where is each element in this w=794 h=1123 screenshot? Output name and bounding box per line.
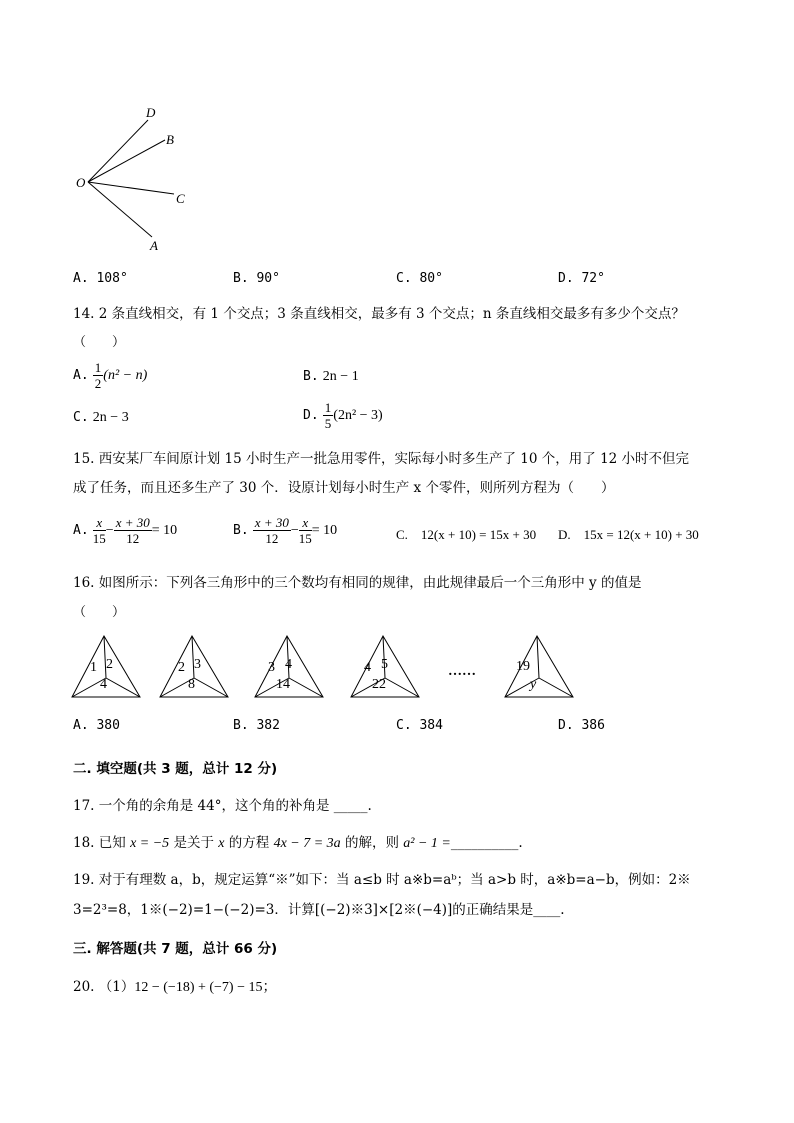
numerator: x + 30 (254, 515, 289, 530)
option-key: D. (558, 271, 574, 286)
q20-label: 20. （1） (73, 979, 135, 995)
option-key: D. (303, 408, 319, 423)
q13-option-b[interactable] (233, 271, 280, 286)
q16-option-b[interactable] (233, 718, 280, 733)
fraction (299, 515, 312, 546)
tri2-b: 3 (194, 657, 201, 672)
tri1-a: 1 (90, 660, 97, 675)
option-key: C. (73, 410, 89, 425)
option-key: A. (73, 368, 89, 383)
denominator: 2 (94, 376, 102, 391)
q18-ask: a² − 1 = (403, 836, 451, 851)
q15-stem-line1: 15. 西安某厂车间原计划 15 小时生产一批急用零件，实际每小时多生产了 10 个，用了 12 小时不但完 (73, 451, 690, 467)
label-c: C (176, 191, 185, 206)
q20-expression: 12 − (−18) + (−7) − 15； (134, 980, 277, 995)
q15-option-c[interactable]: C. 12(x + 10) = 15x + 30 (396, 527, 537, 542)
ray-oa (88, 182, 152, 237)
triangles-figure (68, 632, 578, 702)
q16-option-a[interactable] (73, 718, 120, 733)
numerator: 1 (324, 400, 332, 415)
q14-option-d[interactable] (303, 400, 383, 431)
tri1-b: 2 (106, 657, 113, 672)
numerator: 1 (94, 360, 102, 375)
q17: 17. 一个角的余角是 44°，这个角的补角是 _____. (73, 798, 372, 814)
option-key: C. (396, 718, 412, 733)
option-text: 80° (419, 271, 443, 286)
section-solution-title: 三. 解答题(共 7 题，总计 66 分) (73, 941, 278, 957)
tri4-a: 4 (364, 660, 371, 675)
denominator: 15 (298, 531, 312, 546)
operator: − (105, 523, 114, 538)
option-key: B. (233, 718, 249, 733)
expression: 2n − 1 (322, 369, 359, 384)
fraction (114, 515, 152, 546)
tri3-c: 14 (276, 677, 290, 692)
q14-option-a[interactable] (73, 360, 147, 391)
q15-stem-line2: 成了任务，而且还多生产了 30 个．设原计划每小时生产 x 个零件，则所列方程为（ ） (73, 480, 615, 496)
rhs: = 10 (151, 523, 178, 538)
q18-post: 的解，则 (340, 835, 404, 851)
q18 (73, 831, 523, 852)
ray-ob (88, 140, 165, 182)
label-b: B (166, 132, 174, 147)
tri2-c: 8 (188, 677, 195, 692)
denominator: 12 (126, 531, 140, 546)
option-text: 72° (581, 271, 605, 286)
ray-od (88, 120, 148, 182)
numerator: x + 30 (115, 515, 150, 530)
option-key: A. (73, 523, 89, 538)
numerator: x (299, 515, 312, 531)
q16-stem: 16. 如图所示：下列各三角形中的三个数均有相同的规律，由此规律最后一个三角形中 y 的值是 (73, 575, 642, 591)
tri1-c: 4 (100, 677, 107, 692)
fraction (253, 515, 291, 546)
fraction (93, 515, 106, 546)
option-key: D. (558, 718, 574, 733)
q14-option-b[interactable] (303, 369, 359, 385)
option-text: 90° (256, 271, 280, 286)
tri-last-a: 19 (516, 659, 530, 674)
denominator: 5 (324, 416, 332, 431)
tri4-b: 5 (381, 657, 388, 672)
denominator: 12 (265, 531, 279, 546)
tri4-c: 22 (372, 677, 386, 692)
denominator: 15 (92, 531, 106, 546)
option-key: B. (303, 369, 319, 384)
ellipsis: …… (448, 664, 476, 679)
tri2-a: 2 (178, 660, 185, 675)
section-fill-in-title: 二. 填空题(共 3 题，总计 12 分) (73, 761, 278, 777)
option-key: B. (233, 523, 249, 538)
q18-condition: x = −5 (130, 836, 170, 851)
option-key: B. (233, 271, 249, 286)
tri-last-y: y (530, 677, 537, 692)
q18-variable: x (218, 836, 225, 851)
option-text: 386 (581, 718, 605, 733)
numerator: x (93, 515, 106, 531)
operator: − (290, 523, 299, 538)
option-text: 382 (256, 718, 280, 733)
q13-option-a[interactable] (73, 271, 128, 286)
label-d: D (146, 105, 156, 120)
label-a: A (150, 238, 158, 253)
fraction (93, 360, 104, 391)
q13-option-d[interactable] (558, 271, 605, 286)
option-key: A. (73, 271, 89, 286)
expression: 2n − 3 (92, 410, 129, 425)
q14-paren: （ ） (73, 335, 126, 350)
label-o: O (76, 175, 86, 190)
q16-paren: （ ） (73, 605, 126, 620)
q18-pre: 18. 已知 (73, 835, 131, 851)
expression: (n² − n) (103, 368, 148, 383)
q13-option-c[interactable] (396, 271, 443, 286)
q18-equation: 4x − 7 = 3a (273, 836, 341, 851)
q19-line1: 19. 对于有理数 a，b，规定运算“※”如下：当 a≤b 时 a※b=aᵇ；当 a>b 时，a※b=a−b，例如：2※ (73, 872, 691, 888)
q19-line2: 3=2³=8，1※(−2)=1−(−2)=3．计算[(−2)※3]×[2※(−4)]的正确结果是____. (73, 902, 565, 918)
q14-option-c[interactable] (73, 410, 129, 426)
q14-stem: 14. 2 条直线相交，有 1 个交点；3 条直线相交，最多有 3 个交点；n 条直线相交最多有多少个交点？ (73, 306, 685, 322)
rhs: = 10 (311, 523, 338, 538)
q16-option-d[interactable] (558, 718, 605, 733)
option-text: 380 (96, 718, 120, 733)
option-key: C. (396, 271, 412, 286)
expression: (2n² − 3) (333, 408, 383, 423)
option-text: 108° (96, 271, 128, 286)
ray-oc (88, 182, 174, 194)
angle-figure (70, 100, 210, 260)
q15-option-d[interactable]: D. 15x = 12(x + 10) + 30 (558, 527, 699, 542)
q20 (73, 975, 277, 996)
q18-mid2: 的方程 (224, 835, 274, 851)
q16-option-c[interactable] (396, 718, 443, 733)
q18-mid: 是关于 (169, 835, 219, 851)
tri3-a: 3 (268, 660, 275, 675)
fraction (323, 400, 334, 431)
option-text: 384 (419, 718, 443, 733)
option-key: A. (73, 718, 89, 733)
tri3-b: 4 (285, 657, 292, 672)
q15-option-b[interactable] (233, 515, 337, 546)
q15-option-a[interactable] (73, 515, 177, 546)
q18-blank[interactable]: __________. (450, 835, 523, 851)
